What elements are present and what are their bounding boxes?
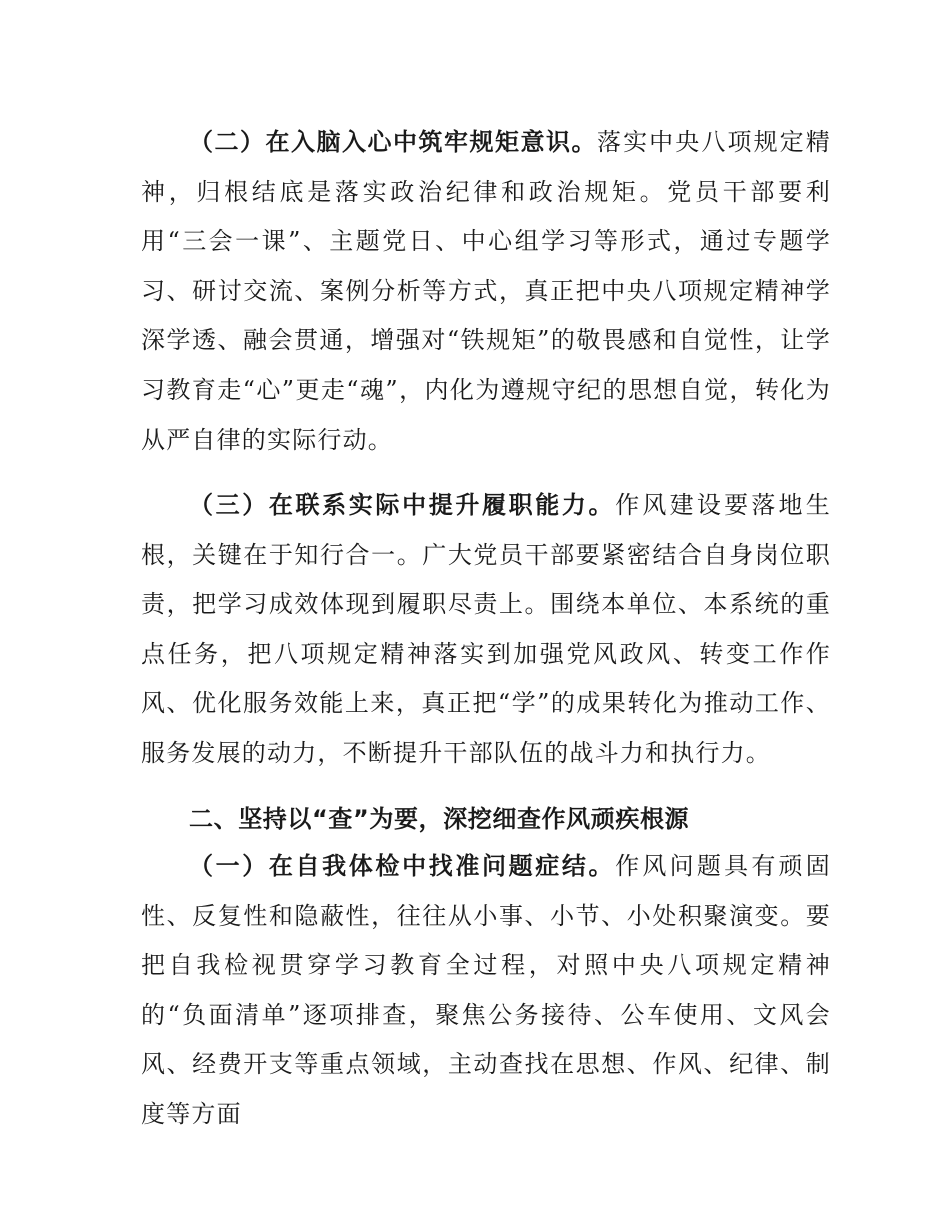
section-heading: 二、坚持以“查”为要，深挖细查作风顽疾根源 (189, 805, 690, 833)
paragraph-lead: （二）在入脑入心中筑牢规矩意识。 (189, 128, 597, 156)
paragraph-lead: （一）在自我体检中找准问题症结。 (189, 852, 616, 880)
paragraph-rule-awareness (141, 118, 831, 465)
paragraph-body: 作风建设要落地生根，关键在于知行合一。广大党员干部要紧密结合自身岗位职责，把学习成效体现到履职尽责上。围绕本单位、本系统的重点任务，把八项规定精神落实到加强党风政风、转变工作作风、优化服务效能上来，真正把“学”的成果转化为推动工作、服务发展的动力，不断提升干部队伍的战斗力和执行力。 (141, 491, 831, 767)
paragraph-lead: （三）在联系实际中提升履职能力。 (189, 491, 616, 519)
paragraph-body: 落实中央八项规定精神，归根结底是落实政治纪律和政治规矩。党员干部要利用“三会一课”、主题党日、中心组学习等形式，通过专题学习、研讨交流、案例分析等方式，真正把中央八项规定精神学深学透、融会贯通，增强对“铁规矩”的敬畏感和自觉性，让学习教育走“心”更走“魂”，内化为遵规守纪的思想自觉，转化为从严自律的实际行动。 (141, 128, 831, 454)
paragraph-self-check (141, 842, 831, 1140)
paragraph-duty-capability (141, 481, 831, 779)
paragraph-body: 作风问题具有顽固性、反复性和隐蔽性，往往从小事、小节、小处积聚演变。要把自我检视贯穿学习教育全过程，对照中央八项规定精神的“负面清单”逐项排查，聚焦公务接待、公车使用、文风会风、经费开支等重点领域，主动查找在思想、作风、纪律、制度等方面 (141, 852, 831, 1128)
